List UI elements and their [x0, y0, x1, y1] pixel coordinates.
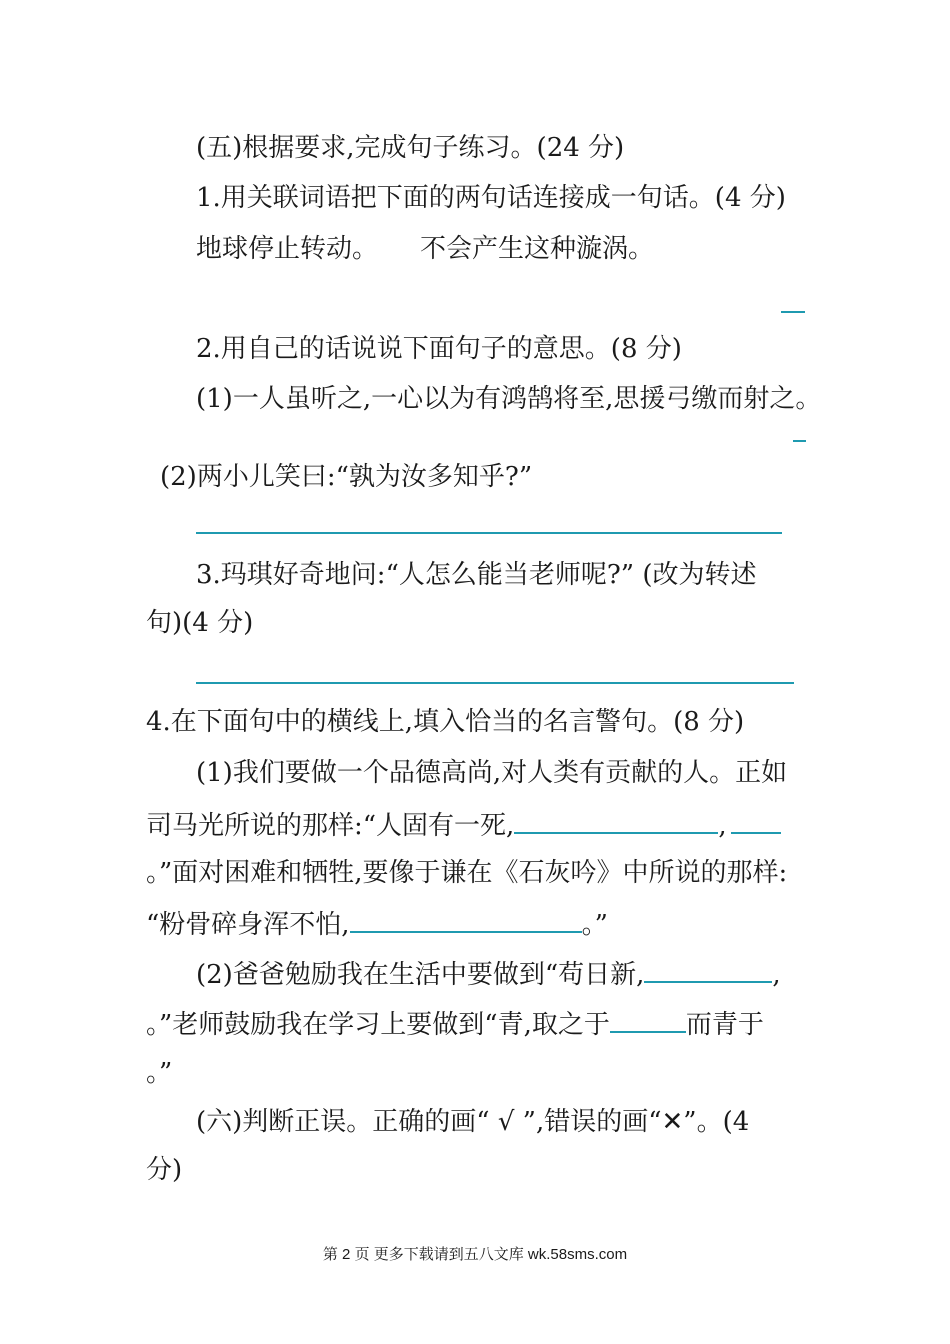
q4-blank-2[interactable] [731, 806, 781, 834]
q4-item-2-text-a: (2)爸爸勉励我在生活中要做到“苟日新, [196, 960, 645, 990]
q4-item-1-text-a: 司马光所说的那样:“人固有一死, [146, 811, 515, 841]
q2-item-1-answer-line[interactable] [793, 440, 806, 442]
q4-item-1-text-d: 。” [581, 910, 608, 940]
q4-prompt: 4.在下面句中的横线上,填入恰当的名言警句。(8 分) [146, 707, 745, 737]
q3-prompt-line-1: 3.玛琪好奇地问:“人怎么能当老师呢?” (改为转述 [196, 560, 757, 590]
q4-blank-4[interactable] [644, 955, 772, 983]
q4-item-1-line-2 [146, 806, 781, 843]
q4-blank-1[interactable] [514, 806, 718, 834]
q3-answer-line[interactable] [196, 682, 794, 684]
page-footer: 第 2 页 更多下载请到五八文库 wk.58sms.com [322, 1246, 628, 1263]
q1-answer-line[interactable] [781, 311, 805, 313]
q4-item-2-text-b: , [772, 960, 781, 990]
q1-clauses [196, 232, 654, 266]
q4-item-2-line-3: 。” [146, 1058, 173, 1088]
q2-item-2: (2)两小儿笑曰:“孰为汝多知乎?” [160, 462, 533, 492]
q1-prompt: 1.用关联词语把下面的两句话连接成一句话。(4 分) [196, 183, 786, 213]
q4-item-2-line-2 [146, 1005, 764, 1042]
q2-item-2-answer-line[interactable] [196, 532, 782, 534]
q4-blank-5[interactable] [610, 1005, 686, 1033]
q2-prompt: 2.用自己的话说说下面句子的意思。(8 分) [196, 334, 682, 364]
q3-prompt-line-2: 句)(4 分) [146, 608, 254, 638]
q4-item-1-line-4 [146, 905, 608, 942]
q4-item-1-line-1: (1)我们要做一个品德高尚,对人类有贡献的人。正如 [196, 758, 788, 788]
q2-item-1: (1)一人虽听之,一心以为有鸿鹄将至,思援弓缴而射之。 [196, 384, 822, 414]
section-6-title-line-2: 分) [146, 1155, 183, 1185]
q1-clause-b: 不会产生这种漩涡。 [420, 234, 655, 264]
q4-item-2-text-d: 而青于 [685, 1010, 764, 1040]
q4-item-2-text-c: 。”老师鼓励我在学习上要做到“青,取之于 [146, 1010, 610, 1040]
q1-clause-a: 地球停止转动。 [196, 234, 379, 264]
q4-item-1-text-c: “粉骨碎身浑不怕, [146, 910, 350, 940]
q4-blank-3[interactable] [350, 905, 582, 933]
section-6-title-line-1: (六)判断正误。正确的画“ √ ”,错误的画“✕”。(4 [196, 1107, 750, 1137]
q4-item-2-line-1 [196, 955, 781, 992]
section-5-title: (五)根据要求,完成句子练习。(24 分) [196, 133, 625, 163]
q4-item-1-line-3: 。”面对困难和牺牲,要像于谦在《石灰吟》中所说的那样: [146, 858, 788, 888]
q4-item-1-text-b: , [718, 811, 727, 841]
